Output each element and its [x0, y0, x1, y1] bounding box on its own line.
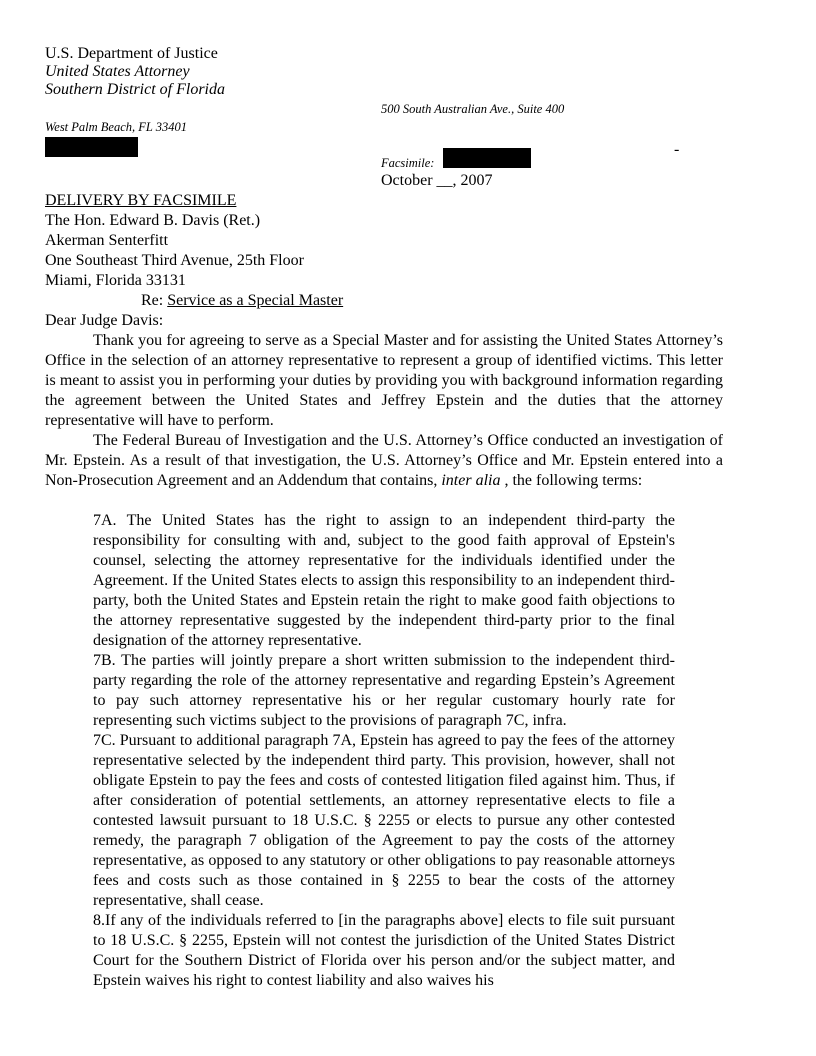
term-7b: 7B. The parties will jointly prepare a short written submission to the independent third-party regarding the role of the attorney representative and regarding Epstein’s Agreement to pay such attorney representative his or her regular customary hourly rate for representing such victims subject to the provisions of paragraph 7C, infra. [93, 652, 675, 729]
inter-alia: inter alia [441, 472, 501, 489]
office-city: West Palm Beach, FL 33401 [45, 120, 188, 134]
agreement-terms [93, 511, 675, 991]
district-name: Southern District of Florida [45, 81, 225, 98]
re-subject: Service as a Special Master [167, 292, 344, 309]
letter-body [45, 331, 723, 491]
paragraph-investigation [45, 431, 723, 491]
department-name: U.S. Department of Justice [45, 45, 218, 62]
redacted-facsimile [443, 148, 531, 168]
recipient-firm: Akerman Senterfitt [45, 232, 169, 249]
redacted-phone [45, 137, 138, 157]
paragraph-intro: Thank you for agreeing to serve as a Special Master and for assisting the United States Attorney’s Office in the selection of an attorney representative to represent a group of identified victims. This letter is meant to assist you in performing your duties by providing you with background information regarding the agreement between the United States and Jeffrey Epstein and the duties that the attorney representative will have to perform. [45, 332, 723, 429]
facsimile-label: Facsimile: [381, 156, 435, 170]
term-7a: 7A. The United States has the right to assign to an independent third-party the responsibility for consulting with and, subject to the good faith approval of Epstein's counsel, selecting the attorney representative for the individuals identified under the Agreement. If the United States elects to assign this responsibility to an independent third-party, both the United States and Epstein retain the right to make good faith objections to the attorney representative suggested by the independent third-party prior to the final designation of the attorney representative. [93, 512, 675, 649]
recipient-city: Miami, Florida 33131 [45, 272, 186, 289]
stray-dash: - [674, 141, 680, 158]
letter-date: October __, 2007 [381, 172, 493, 189]
term-7c: 7C. Pursuant to additional paragraph 7A, Epstein has agreed to pay the fees of the attorney representative selected by the independent third party. This provision, however, shall not obligate Epstein to pay the fees and costs of contested litigation filed against him. Thus, if after consideration of potential settlements, an attorney representative elects to file a contested lawsuit pursuant to 18 U.S.C. § 2255 or elects to pursue any other contested remedy, the paragraph 7 obligation of the Agreement to pay the costs of the attorney representative, as opposed to any statutory or other obligations to pay reasonable attorneys fees and costs such as those contained in § 2255 to bear the costs of the attorney representative, shall cease. [93, 732, 675, 909]
paragraph-investigation-b: , the following terms: [500, 472, 643, 489]
recipient-name: The Hon. Edward B. Davis (Ret.) [45, 212, 261, 229]
salutation: Dear Judge Davis: [45, 312, 164, 329]
paragraph-investigation-a: The Federal Bureau of Investigation and the U.S. Attorney’s Office conducted an investigation of Mr. Epstein. As a result of that investigation, the U.S. Attorney’s Office and Mr. Epstein entered into a Non-Prosecution Agreement and an Addendum that contains, [45, 432, 723, 489]
recipient-street: One Southeast Third Avenue, 25th Floor [45, 252, 304, 269]
re-label: Re: [141, 292, 168, 309]
term-8: 8.If any of the individuals referred to [in the paragraphs above] elects to file suit pursuant to 18 U.S.C. § 2255, Epstein will not contest the jurisdiction of the United States District Court for the Southern District of Florida over his person and/or the subject matter, and Epstein waives his right to contest liability and also waives his [93, 912, 675, 989]
office-name: United States Attorney [45, 63, 190, 80]
office-address: 500 South Australian Ave., Suite 400 [381, 102, 565, 116]
delivery-method: DELIVERY BY FACSIMILE [45, 192, 237, 209]
re-line [141, 291, 343, 311]
